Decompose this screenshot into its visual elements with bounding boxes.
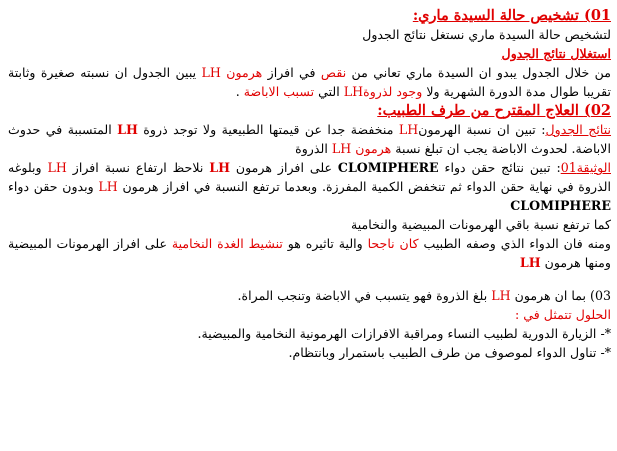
- bullet-marker-1: *-: [600, 326, 611, 341]
- s1-text-a: من خلال الجدول يبدو ان السيدة ماري تعاني من: [346, 65, 612, 80]
- concl-a: ومنه فان الدواء الذي وصفه الطبيب: [418, 236, 611, 251]
- concl-c: والية تاثيره هو: [282, 236, 368, 251]
- doc-b: CLOMIPHERE: [337, 160, 439, 175]
- results-c: منخفضة جدا عن قيمتها الطبيعية ولا توجد ذروة: [137, 122, 399, 137]
- solutions-label: الحلول تتمثل في :: [515, 307, 611, 322]
- doc-g: وبلوغه الذروة في نهاية حقن الدواء ثم تنخفض الكمية المفرزة. وبعدما ترتفع النسبة في افراز هرمون: [8, 160, 612, 194]
- bullet-item-1: [8, 324, 611, 343]
- section2-conclusion: [8, 234, 611, 272]
- doc-f: LH: [47, 160, 67, 175]
- concl-f: LH: [519, 255, 541, 270]
- s3-c: بلغ الذروة فهو يتسبب في الاباضة وتنجب المراة.: [237, 288, 492, 303]
- section1-heading: [8, 6, 611, 25]
- results-d: LH: [117, 122, 138, 137]
- s3-a: بما ان هرمون: [510, 288, 591, 303]
- doc-label: الوثيقة01: [560, 160, 611, 175]
- spacer: [8, 272, 611, 286]
- s1-text-e: يبين الجدول ان نسبته صغيرة وثابتة تقريبا طوال مدة الدورة الشهرية ولا: [8, 65, 611, 99]
- section1-number: 01): [583, 7, 611, 24]
- results-a: تبين ان نسبة الهرمون: [418, 122, 536, 137]
- section2-heading: [8, 101, 611, 120]
- bullet-text-2: تناول الدواء لموصوف من طرف الطبيب باستمرار وبانتظام.: [288, 345, 597, 360]
- doc-colon: :: [550, 160, 561, 175]
- section3-text: [8, 286, 611, 305]
- concl-d: تنشيط الغدة النخامية: [171, 236, 283, 251]
- bullet-marker-2: *-: [600, 345, 611, 360]
- s3-b: LH: [491, 288, 511, 303]
- concl-b: كان ناجحا: [367, 236, 419, 251]
- section2-document: [8, 158, 611, 215]
- bullet-item-2: [8, 343, 611, 362]
- doc-a: تبين نتائج حقن دواء: [438, 160, 551, 175]
- results-e: المتسببة في حدوث الاباضة. لحدوث الاباضة يجب ان تبلغ نسبة: [8, 122, 611, 156]
- section2-title: العلاج المقترح من طرف الطبيب:: [377, 102, 579, 119]
- s1-text-c: في افراز: [262, 65, 321, 80]
- s1-text-d: هرمون LH: [201, 65, 263, 80]
- results-colon: :: [535, 122, 546, 137]
- doc-c: على افراز هرمون: [230, 160, 338, 175]
- doc-h: LH: [98, 179, 118, 194]
- section1-subheading: استغلال نتائج الجدول: [501, 46, 611, 61]
- section2-results: [8, 120, 611, 158]
- concl-e: على افراز الهرمونات المبيضية ومنها هرمون: [8, 236, 611, 270]
- doc-d: LH: [209, 160, 231, 175]
- s1-text-f: وجود لذروةLH: [343, 84, 423, 99]
- section1-intro: لتشخيص حالة السيدة ماري نستغل نتائج الجدول: [362, 27, 611, 42]
- bullet-text-1: الزيارة الدورية لطبيب النساء ومراقبة الافرازات الهرمونية النخامية والمبيضية.: [197, 326, 597, 341]
- section1-paragraph: [8, 63, 611, 101]
- doc-i: وبدون حقن دواء: [8, 179, 99, 194]
- section3-number: 03): [590, 288, 611, 303]
- section2-number: 02): [583, 102, 611, 119]
- section1-title: تشخيص حالة السيدة ماري:: [412, 7, 579, 24]
- s1-text-g: التي: [314, 84, 344, 99]
- results-g: الذروة: [295, 141, 332, 156]
- s1-text-h: تسبب الاباضة: [243, 84, 315, 99]
- results-label: نتائج الجدول: [545, 122, 612, 137]
- doc-e: نلاحظ ارتفاع نسبة افراز: [66, 160, 210, 175]
- doc-j: CLOMIPHERE: [510, 198, 611, 213]
- section2-rise-line: كما ترتفع نسبة باقي الهرمونات المبيضية والنخامية: [350, 217, 611, 232]
- s1-text-i: .: [235, 84, 244, 99]
- results-b: LH: [398, 122, 419, 137]
- results-f: هرمون LH: [331, 141, 392, 156]
- s1-text-b: نقص: [320, 65, 347, 80]
